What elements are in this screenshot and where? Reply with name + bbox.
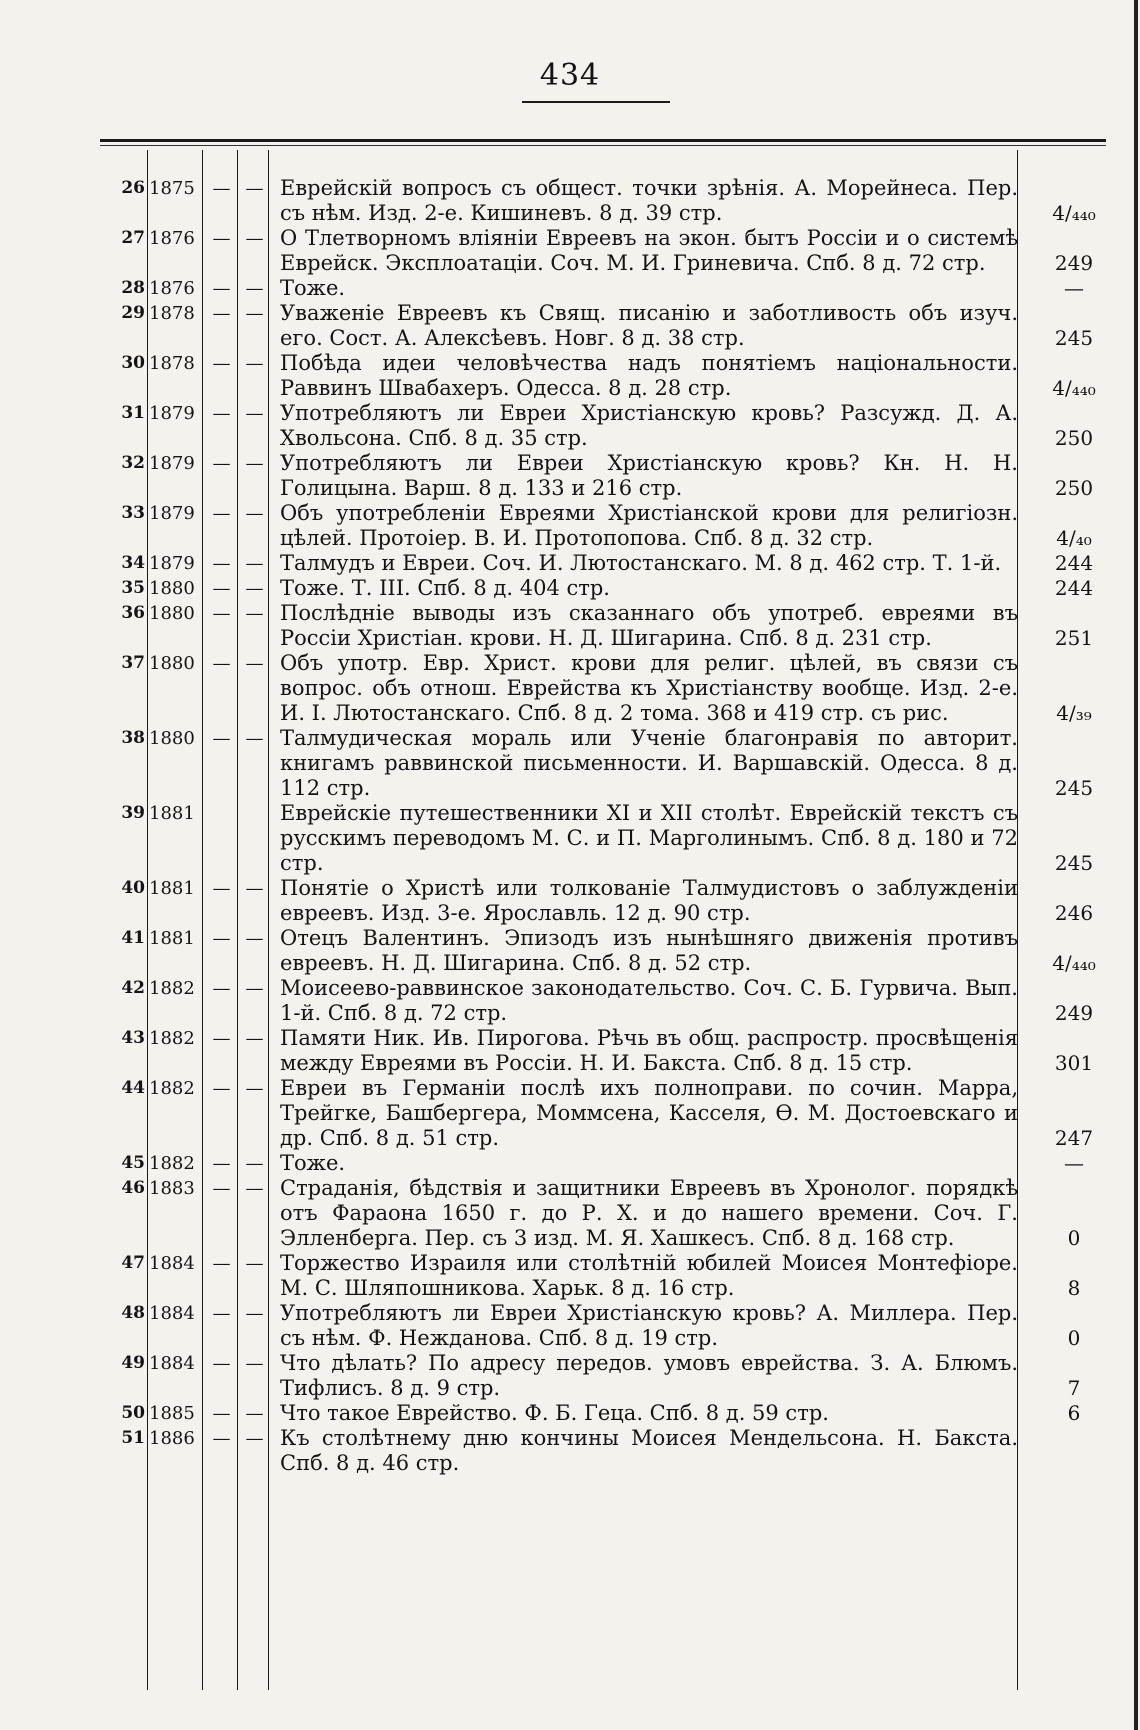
entry-year: 1881 — [149, 878, 195, 899]
entry-number: 48 — [121, 1303, 145, 1323]
entry-mark-2: — — [245, 1153, 264, 1174]
entry-title: Употребляютъ ли Евреи Христіанскую кровь? Разсужд. Д. А. Хвольсона. Спб. 8 д. 35 стр. — [280, 401, 1018, 450]
entry-number: 45 — [121, 1153, 145, 1173]
entry-title: Побѣда идеи человѣчества надъ понятіемъ національности. Раввинъ Швабахеръ. Одесса. 8 д. 28 стр. — [280, 351, 1018, 400]
entry-code: 4/₄₄₀ — [1052, 376, 1096, 400]
entry-mark-1: — — [212, 1428, 231, 1449]
entry-code: 247 — [1054, 1126, 1094, 1150]
entry-title: Объ употребленіи Евреями Христіанской крови для религіозн. цѣлей. Протоіер. В. И. Протопопова. Спб. 8 д. 32 стр. — [280, 501, 1018, 550]
table-row — [100, 976, 1140, 1026]
catalog-table — [100, 176, 1140, 1476]
entry-mark-2: — — [245, 1403, 264, 1424]
entry-year: 1878 — [149, 353, 195, 374]
entry-title: Тоже. — [280, 276, 346, 300]
entry-number: 39 — [121, 803, 145, 823]
entry-code: 4/₄₄₀ — [1052, 201, 1096, 225]
entry-number: 29 — [121, 303, 145, 323]
page-number-underline — [522, 101, 670, 103]
entry-mark-2: — — [245, 603, 264, 624]
table-row — [100, 576, 1140, 601]
entry-mark-1: — — [212, 1078, 231, 1099]
entry-title: Что такое Еврейство. Ф. Б. Геца. Спб. 8 д. 59 стр. — [280, 1401, 829, 1425]
table-row — [100, 501, 1140, 551]
entry-number: 49 — [121, 1353, 145, 1373]
entry-title: Тоже. Т. III. Спб. 8 д. 404 стр. — [280, 576, 610, 600]
entry-mark-1: — — [212, 878, 231, 899]
table-row — [100, 1176, 1140, 1251]
entry-title: Торжество Израиля или столѣтній юбилей Моисея Монтефіоре. М. С. Шляпошникова. Харьк. 8 д. 16 стр. — [280, 1251, 1018, 1300]
table-row — [100, 926, 1140, 976]
entry-number: 30 — [121, 353, 145, 373]
entry-year: 1880 — [149, 653, 195, 674]
entry-year: 1876 — [149, 278, 195, 299]
entry-mark-1: — — [212, 603, 231, 624]
entry-title: Страданія, бѣдствія и защитники Евреевъ въ Хронолог. порядкѣ отъ Фараона 1650 г. до Р. Х. и до нашего времени. Соч. Г. Элленберга. Пер. съ 3 изд. М. Я. Хашкесъ. Спб. 8 д. 168 стр. — [280, 1176, 1018, 1250]
entry-mark-1: — — [212, 1153, 231, 1174]
entry-code: 249 — [1054, 251, 1094, 275]
entry-mark-2: — — [245, 878, 264, 899]
table-row — [100, 551, 1140, 576]
entry-mark-2: — — [245, 303, 264, 324]
table-row — [100, 176, 1140, 226]
table-row — [100, 1351, 1140, 1401]
table-row — [100, 876, 1140, 926]
entry-number: 33 — [121, 503, 145, 523]
entry-mark-1: — — [212, 578, 231, 599]
entry-number: 37 — [121, 653, 145, 673]
entry-mark-1: — — [212, 1353, 231, 1374]
entry-mark-1: — — [212, 1403, 231, 1424]
entry-year: 1886 — [149, 1428, 195, 1449]
entry-year: 1879 — [149, 553, 195, 574]
entry-title: О Тлетворномъ вліяніи Евреевъ на экон. бытъ Россіи и о системѣ Еврейск. Эксплоатаціи. Соч. М. И. Гриневича. Спб. 8 д. 72 стр. — [280, 226, 1018, 275]
table-row — [100, 276, 1140, 301]
entry-code: 4/₄₄₀ — [1052, 951, 1096, 975]
entry-code: — — [1064, 276, 1084, 300]
entry-code: 0 — [1067, 1326, 1081, 1350]
entry-mark-2: — — [245, 1253, 264, 1274]
entry-code: 6 — [1067, 1401, 1081, 1425]
entry-mark-2: — — [245, 1428, 264, 1449]
entry-number: 46 — [121, 1178, 145, 1198]
entry-code: 4/₄₀ — [1056, 526, 1092, 550]
entry-code: 245 — [1054, 776, 1094, 800]
entry-number: 34 — [121, 553, 145, 573]
entry-title: Понятіе о Христѣ или толкованіе Талмудистовъ о заблужденіи евреевъ. Изд. 3-е. Ярославль. 12 д. 90 стр. — [280, 876, 1018, 925]
entry-code: 249 — [1054, 1001, 1094, 1025]
entry-mark-1: — — [212, 1253, 231, 1274]
entry-code: — — [1064, 1151, 1084, 1175]
table-row — [100, 1426, 1140, 1476]
entry-code: 245 — [1054, 851, 1094, 875]
entry-year: 1881 — [149, 803, 195, 824]
entry-year: 1879 — [149, 403, 195, 424]
table-row — [100, 801, 1140, 876]
entry-code: 250 — [1054, 426, 1094, 450]
entry-mark-1: — — [212, 453, 231, 474]
entry-mark-2: — — [245, 453, 264, 474]
page-number: 434 — [539, 58, 601, 93]
entry-mark-2: — — [245, 503, 264, 524]
entry-number: 47 — [121, 1253, 145, 1273]
entry-year: 1885 — [149, 1403, 195, 1424]
entry-year: 1884 — [149, 1353, 195, 1374]
entry-title: Уваженіе Евреевъ къ Свящ. писанію и заботливость объ изуч. его. Сост. А. Алексѣевъ. Новг. 8 д. 38 стр. — [280, 301, 1018, 350]
entry-mark-1: — — [212, 303, 231, 324]
entry-year: 1884 — [149, 1253, 195, 1274]
entry-number: 50 — [121, 1403, 145, 1423]
entry-title: Талмудъ и Евреи. Соч. И. Лютостанскаго. М. 8 д. 462 стр. Т. 1-й. — [280, 551, 1002, 575]
entry-number: 35 — [121, 578, 145, 598]
entry-mark-1: — — [212, 278, 231, 299]
entry-code: 244 — [1054, 576, 1094, 600]
entry-mark-2: — — [245, 928, 264, 949]
entry-mark-2: — — [245, 728, 264, 749]
entry-year: 1879 — [149, 453, 195, 474]
entry-year: 1882 — [149, 1028, 195, 1049]
entry-number: 32 — [121, 453, 145, 473]
entry-year: 1883 — [149, 1178, 195, 1199]
entry-title: Моисеево-раввинское законодательство. Соч. С. Б. Гурвича. Вып. 1-й. Спб. 8 д. 72 стр. — [280, 976, 1018, 1025]
entry-title: Талмудическая мораль или Ученіе благонравія по авторит. книгамъ раввинской письменности. И. Варшавскій. Одесса. 8 д. 112 стр. — [280, 726, 1018, 800]
entry-mark-1: — — [212, 653, 231, 674]
entry-number: 27 — [121, 228, 145, 248]
table-row — [100, 651, 1140, 726]
entry-year: 1884 — [149, 1303, 195, 1324]
table-row — [100, 1251, 1140, 1301]
entry-mark-2: — — [245, 403, 264, 424]
entry-title: Объ употр. Евр. Христ. крови для религ. цѣлей, въ связи съ вопрос. объ отнош. Еврейства къ Христіанству вообще. Изд. 2-е. И. І. Лютостанскаго. Спб. 8 д. 2 тома. 368 и 419 стр. съ рис. — [280, 651, 1018, 725]
entry-mark-1: — — [212, 1303, 231, 1324]
entry-title: Употребляютъ ли Евреи Христіанскую кровь? А. Миллера. Пер. съ нѣм. Ф. Нежданова. Спб. 8 д. 19 стр. — [280, 1301, 1018, 1350]
entry-number: 26 — [121, 178, 145, 198]
table-row — [100, 1151, 1140, 1176]
entry-title: Послѣдніе выводы изъ сказаннаго объ употреб. евреями въ Россіи Христіан. крови. Н. Д. Шигарина. Спб. 8 д. 231 стр. — [280, 601, 1018, 650]
entry-number: 36 — [121, 603, 145, 623]
entry-year: 1875 — [149, 178, 195, 199]
entry-code: 8 — [1067, 1276, 1081, 1300]
entry-mark-1: — — [212, 928, 231, 949]
entry-year: 1880 — [149, 578, 195, 599]
entry-number: 42 — [121, 978, 145, 998]
entry-code: 7 — [1067, 1376, 1081, 1400]
entry-mark-2: — — [245, 1178, 264, 1199]
entry-year: 1882 — [149, 978, 195, 999]
table-row — [100, 1026, 1140, 1076]
entry-title: Отецъ Валентинъ. Эпизодъ изъ нынѣшняго движенія противъ евреевъ. Н. Д. Шигарина. Спб. 8 д. 52 стр. — [280, 926, 1018, 975]
table-top-rule — [100, 139, 1106, 142]
entry-mark-2: — — [245, 553, 264, 574]
entry-year: 1882 — [149, 1078, 195, 1099]
entry-year: 1878 — [149, 303, 195, 324]
entry-mark-2: — — [245, 653, 264, 674]
entry-mark-1: — — [212, 978, 231, 999]
table-row — [100, 401, 1140, 451]
entry-code: 4/₃₉ — [1056, 701, 1092, 725]
entry-mark-1: — — [212, 403, 231, 424]
entry-mark-2: — — [245, 353, 264, 374]
entry-title: Еврейскій вопросъ съ общест. точки зрѣнія. А. Морейнеса. Пер. съ нѣм. Изд. 2-е. Кишиневъ. 8 д. 39 стр. — [280, 176, 1018, 225]
entry-mark-2: — — [245, 1303, 264, 1324]
entry-year: 1880 — [149, 728, 195, 749]
entry-mark-2: — — [245, 228, 264, 249]
entry-code: 246 — [1054, 901, 1094, 925]
entry-code: 0 — [1067, 1226, 1081, 1250]
entry-title: Къ столѣтнему дню кончины Моисея Мендельсона. Н. Бакста. Спб. 8 д. 46 стр. — [280, 1426, 1018, 1475]
entry-title: Что дѣлать? По адресу передов. умовъ еврейства. З. А. Блюмъ. Тифлисъ. 8 д. 9 стр. — [280, 1351, 1018, 1400]
entry-mark-2: — — [245, 1078, 264, 1099]
entry-number: 28 — [121, 278, 145, 298]
entry-number: 41 — [121, 928, 145, 948]
entry-year: 1879 — [149, 503, 195, 524]
entry-code: 250 — [1054, 476, 1094, 500]
entry-mark-2: — — [245, 1353, 264, 1374]
entry-title: Памяти Ник. Ив. Пирогова. Рѣчь въ общ. распростр. просвѣщенія между Евреями въ Россіи. Н. И. Бакста. Спб. 8 д. 15 стр. — [280, 1026, 1018, 1075]
entry-code: 244 — [1054, 551, 1094, 575]
entry-number: 31 — [121, 403, 145, 423]
table-row — [100, 1301, 1140, 1351]
entry-title: Евреи въ Германіи послѣ ихъ полноправи. по сочин. Марра, Трейгке, Башбергера, Моммсена, Касселя, Ѳ. М. Достоевскаго и др. Спб. 8 д. 51 стр. — [280, 1076, 1018, 1150]
table-row — [100, 1401, 1140, 1426]
entry-mark-2: — — [245, 1028, 264, 1049]
entry-mark-1: — — [212, 228, 231, 249]
entry-mark-1: — — [212, 553, 231, 574]
entry-mark-2: — — [245, 578, 264, 599]
entry-title: Еврейскіе путешественники XI и XII столѣт. Еврейскій текстъ съ русскимъ переводомъ М. С. и П. Марголинымъ. Спб. 8 д. 180 и 72 стр. — [280, 801, 1018, 875]
entry-mark-2: — — [245, 178, 264, 199]
entry-title: Тоже. — [280, 1151, 346, 1175]
entry-code: 301 — [1054, 1051, 1094, 1075]
entry-number: 51 — [121, 1428, 145, 1448]
entry-mark-1: — — [212, 1028, 231, 1049]
table-row — [100, 351, 1140, 401]
table-top-rule-thin — [100, 145, 1106, 146]
table-row — [100, 301, 1140, 351]
entry-mark-2: — — [245, 278, 264, 299]
entry-year: 1882 — [149, 1153, 195, 1174]
entry-mark-1: — — [212, 353, 231, 374]
entry-number: 44 — [121, 1078, 145, 1098]
entry-mark-1: — — [212, 1178, 231, 1199]
table-row — [100, 451, 1140, 501]
entry-number: 43 — [121, 1028, 145, 1048]
entry-number: 40 — [121, 878, 145, 898]
entry-mark-1: — — [212, 178, 231, 199]
entry-year: 1880 — [149, 603, 195, 624]
entry-number: 38 — [121, 728, 145, 748]
entry-mark-1: — — [212, 728, 231, 749]
table-row — [100, 601, 1140, 651]
table-row — [100, 226, 1140, 276]
entry-code: 245 — [1054, 326, 1094, 350]
entry-year: 1876 — [149, 228, 195, 249]
entry-title: Употребляютъ ли Евреи Христіанскую кровь? Кн. Н. Н. Голицына. Варш. 8 д. 133 и 216 стр. — [280, 451, 1018, 500]
table-row — [100, 726, 1140, 801]
entry-year: 1881 — [149, 928, 195, 949]
entry-code: 251 — [1054, 626, 1094, 650]
table-row — [100, 1076, 1140, 1151]
entry-mark-2: — — [245, 978, 264, 999]
entry-mark-1: — — [212, 503, 231, 524]
